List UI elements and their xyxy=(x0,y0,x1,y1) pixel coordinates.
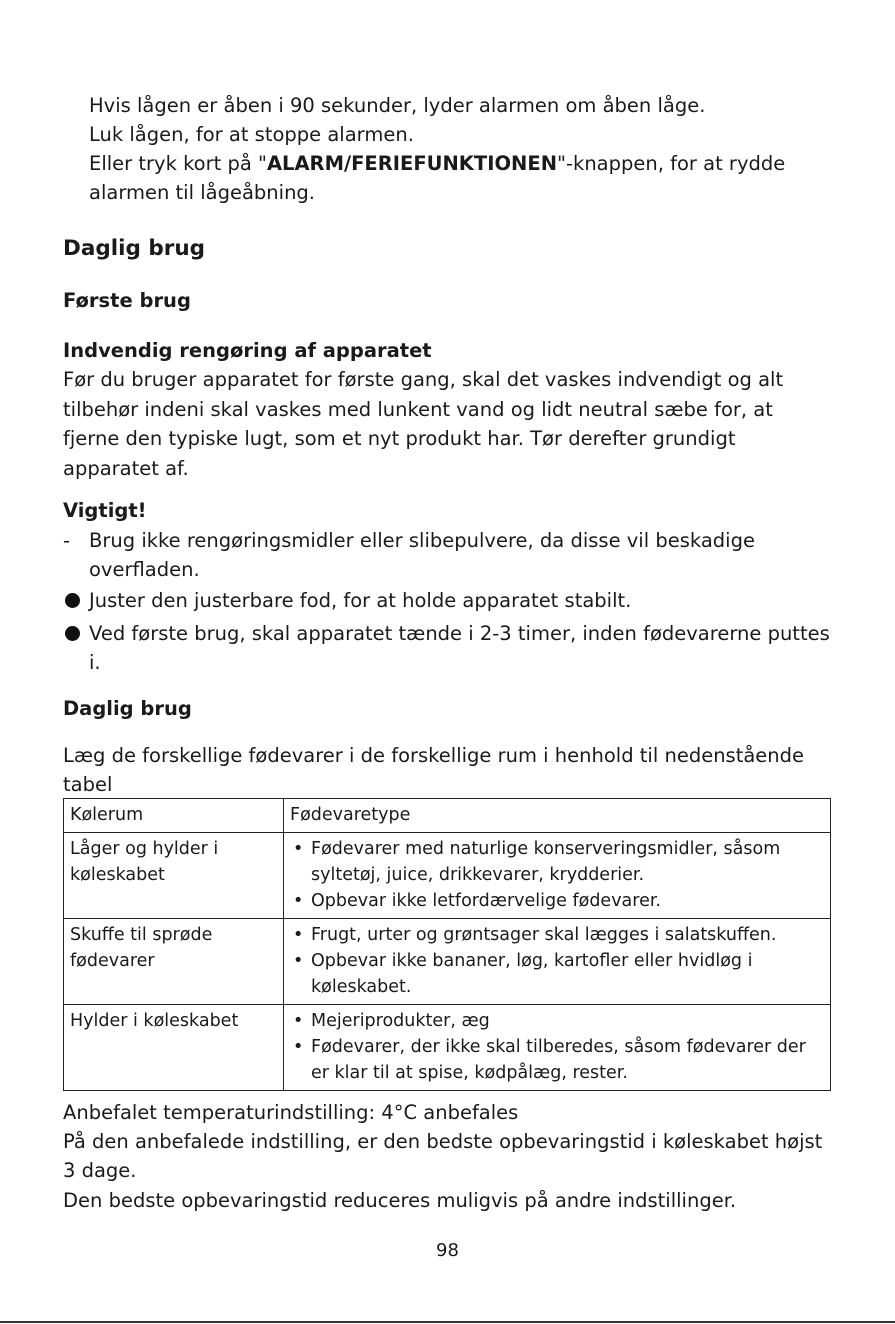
header-compartment: Kølerum xyxy=(64,799,284,833)
heading-interior-cleaning: Indvendig rengøring af apparatet xyxy=(63,339,432,362)
header-food-type: Fødevaretype xyxy=(284,799,831,833)
intro-line-4: alarmen til lågeåbning. xyxy=(89,181,316,204)
table-row xyxy=(64,833,831,919)
table-header-row xyxy=(64,799,831,833)
bullet-first-use-line-1: Ved første brug, skal apparatet tænde i 2-3 timer, inden fødevarerne puttes xyxy=(89,622,830,645)
dash-marker: - xyxy=(63,529,71,552)
after-table-line-1: Anbefalet temperaturindstilling: 4°C anbefales xyxy=(63,1101,519,1124)
heading-first-use: Første brug xyxy=(63,289,191,312)
table-row xyxy=(64,919,831,1005)
heading-daily-use-2: Daglig brug xyxy=(63,697,192,720)
after-table-line-4: Den bedste opbevaringstid reduceres muligvis på andre indstillinger. xyxy=(63,1189,737,1212)
list-item: • Opbevar ikke letfordærvelige fødevarer. xyxy=(290,888,824,914)
table-row xyxy=(64,1005,831,1091)
table-intro-line-2: tabel xyxy=(63,773,113,796)
compartment-cell: Hylder i køleskabet xyxy=(64,1005,284,1091)
list-item: • Mejeriprodukter, æg xyxy=(290,1008,824,1034)
intro-line-3-end: "-knappen, for at rydde xyxy=(557,152,786,175)
intro-line-2: Luk lågen, for at stoppe alarmen. xyxy=(89,123,414,146)
after-table-line-3: 3 dage. xyxy=(63,1159,137,1182)
compartment-cell: Skuffe til sprøde fødevarer xyxy=(64,919,284,1005)
intro-line-3-start: Eller tryk kort på " xyxy=(89,152,267,175)
bullet-first-use-line-2: i. xyxy=(89,651,101,674)
page-number: 98 xyxy=(436,1240,459,1261)
list-item: • Opbevar ikke bananer, løg, kartofler eller hvidløg i køleskabet. xyxy=(290,948,824,1000)
heading-daily-use: Daglig brug xyxy=(63,236,206,261)
intro-line-3 xyxy=(89,149,785,178)
bottom-divider xyxy=(0,1321,895,1323)
important-line-1: Brug ikke rengøringsmidler eller slibepulvere, da disse vil beskadige xyxy=(89,529,755,552)
food-storage-table xyxy=(63,798,831,1091)
bullet-dot-icon xyxy=(65,626,80,641)
bullet-dot-icon xyxy=(65,593,80,608)
cleaning-line-2: tilbehør indeni skal vaskes med lunkent vand og lidt neutral sæbe for, at xyxy=(63,398,773,421)
food-type-cell xyxy=(284,919,831,1005)
cleaning-line-4: apparatet af. xyxy=(63,457,189,480)
heading-important: Vigtigt! xyxy=(63,499,147,522)
list-item: • Frugt, urter og grøntsager skal lægges i salatskuffen. xyxy=(290,922,824,948)
important-line-2: overfladen. xyxy=(89,558,200,581)
food-type-cell xyxy=(284,1005,831,1091)
food-type-cell xyxy=(284,833,831,919)
cleaning-line-3: fjerne den typiske lugt, som et nyt produkt har. Tør derefter grundigt xyxy=(63,427,736,450)
list-item: • Fødevarer med naturlige konserveringsmidler, såsom syltetøj, juice, drikkevarer, krydderier. xyxy=(290,836,824,888)
table-intro-line-1: Læg de forskellige fødevarer i de forskellige rum i henhold til nedenstående xyxy=(63,744,805,767)
list-item: • Fødevarer, der ikke skal tilberedes, såsom fødevarer der er klar til at spise, kødpålæg, rester. xyxy=(290,1034,824,1086)
alarm-button-name: ALARM/FERIEFUNKTIONEN xyxy=(266,152,558,175)
intro-line-1: Hvis lågen er åben i 90 sekunder, lyder alarmen om åben låge. xyxy=(89,94,706,117)
after-table-line-2: På den anbefalede indstilling, er den bedste opbevaringstid i køleskabet højst xyxy=(63,1130,823,1153)
cleaning-line-1: Før du bruger apparatet for første gang, skal det vaskes indvendigt og alt xyxy=(63,368,784,391)
compartment-cell: Låger og hylder i køleskabet xyxy=(64,833,284,919)
bullet-adjust-foot: Juster den justerbare fod, for at holde apparatet stabilt. xyxy=(89,589,632,612)
